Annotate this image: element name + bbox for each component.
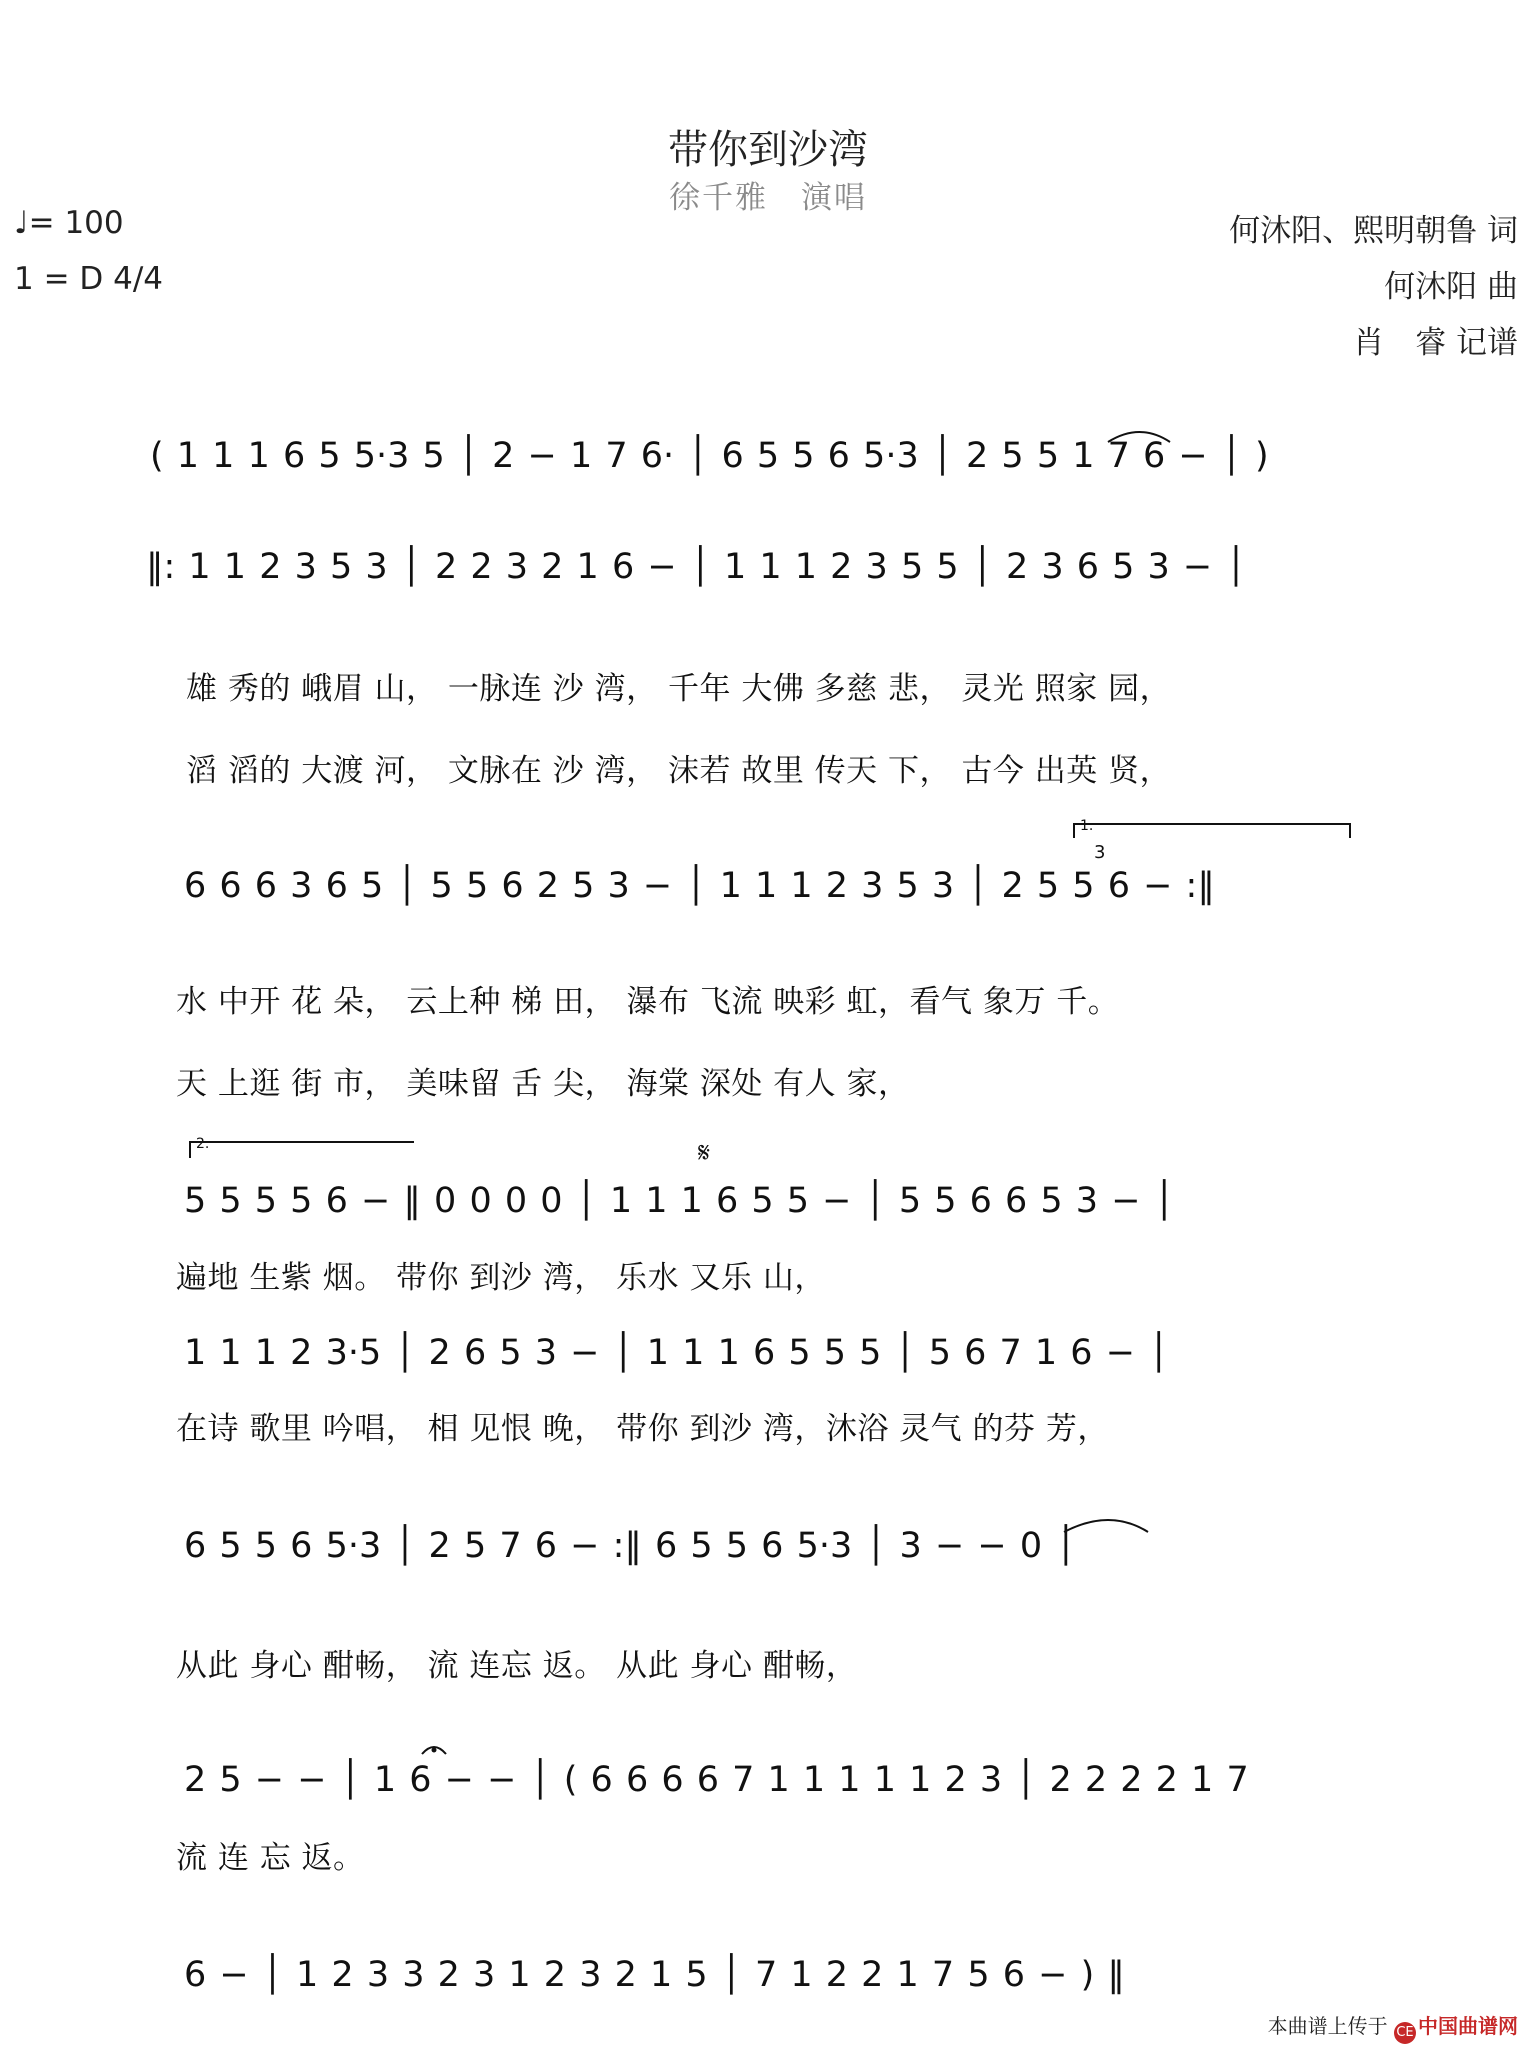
tie-system-6 [1064,1520,1148,1532]
score-system-7: 2 5 − − │ 1 6 − − │ ( 6 6 6 6 7 1 1 1 1 1 2 3 │ 2 2 2 2 1 7 [184,1760,1249,1800]
lyrics-verse1-line1: 雄 秀的 峨眉 山， 一脉连 沙 湾， 千年 大佛 多慈 悲， 灵光 照家 园， [186,671,1172,707]
volta-first-bracket [1074,824,1350,838]
singer-credit: 徐千雅 演唱 [669,180,867,216]
footer-upload-text: 本曲谱上传于 [1267,2014,1388,2038]
score-system-4: 5 5 5 5 6 − ‖ 0 0 0 0 │ 1 1 1 6 5 5 − │ 5 5 6 6 5 3 − │ [184,1181,1175,1221]
lyrics-line5: 在诗 歌里 吟唱， 相 见恨 晚， 带你 到沙 湾，沐浴 灵气 的芬 芳， [176,1411,1109,1447]
volta-first-label: 1. [1080,818,1094,834]
score-system-1: ( 1 1 1 6 5 5·3 5 │ 2 − 1 7 6· │ 6 5 5 6 5·3 │ 2 5 5 1 7 6 − │ ) [150,436,1269,476]
score-system-2: ‖: 1 1 2 3 5 3 │ 2 2 3 2 1 6 − │ 1 1 1 2 3 5 5 │ 2 3 6 5 3 − │ [146,547,1247,587]
key-signature: 1 = D 4/4 [14,261,164,297]
fermata-dot [432,1748,437,1753]
site-logo-icon: CE [1394,2022,1416,2044]
tie-system-1 [1108,432,1170,442]
lyrics-line4: 遍地 生紫 烟。 带你 到沙 湾， 乐水 又乐 山， [176,1260,826,1296]
segno-sign: 𝄋 [698,1136,711,1169]
lyrics-line7: 流 连 忘 返。 [176,1840,365,1876]
tempo-marking: ♩= 100 [14,205,124,241]
lyricist-credit: 何沐阳、熙明朝鲁 词 [1229,213,1518,249]
lyrics-verse1-line2: 水 中开 花 朵， 云上种 梯 田， 瀑布 飞流 映彩 虹，看气 象万 千。 [176,984,1120,1020]
volta-second-bracket [190,1142,414,1158]
score-system-8: 6 − │ 1 2 3 3 2 3 1 2 3 2 1 5 │ 7 1 2 2 1 7 5 6 − ) ‖ [184,1955,1125,1995]
triplet-label: 3 [1094,842,1106,863]
song-title: 带你到沙湾 [668,127,868,173]
lyrics-verse2-line2: 天 上逛 街 市， 美味留 舌 尖， 海棠 深处 有人 家， [176,1066,910,1102]
volta-second-label: 2. [196,1136,210,1152]
score-system-3: 6 6 6 3 6 5 │ 5 5 6 2 5 3 − │ 1 1 1 2 3 5 3 │ 2 5 5 6 − :‖ [184,866,1215,906]
transcriber-credit: 肖 睿 记谱 [1353,325,1518,361]
score-system-6: 6 5 5 6 5·3 │ 2 5 7 6 − :‖ 6 5 5 6 5·3 │ 3 − − 0 │ [184,1526,1077,1566]
lyrics-line6: 从此 身心 酣畅， 流 连忘 返。 从此 身心 酣畅， [176,1648,858,1684]
lyrics-verse2-line1: 滔 滔的 大渡 河， 文脉在 沙 湾， 沫若 故里 传天 下， 古今 出英 贤， [186,753,1172,789]
composer-credit: 何沐阳 曲 [1384,269,1518,305]
score-system-5: 1 1 1 2 3·5 │ 2 6 5 3 − │ 1 1 1 6 5 5 5 │ 5 6 7 1 6 − │ [184,1333,1170,1373]
footer-attribution [1268,2010,1518,2044]
site-name-link[interactable]: 中国曲谱网 [1418,2014,1518,2038]
